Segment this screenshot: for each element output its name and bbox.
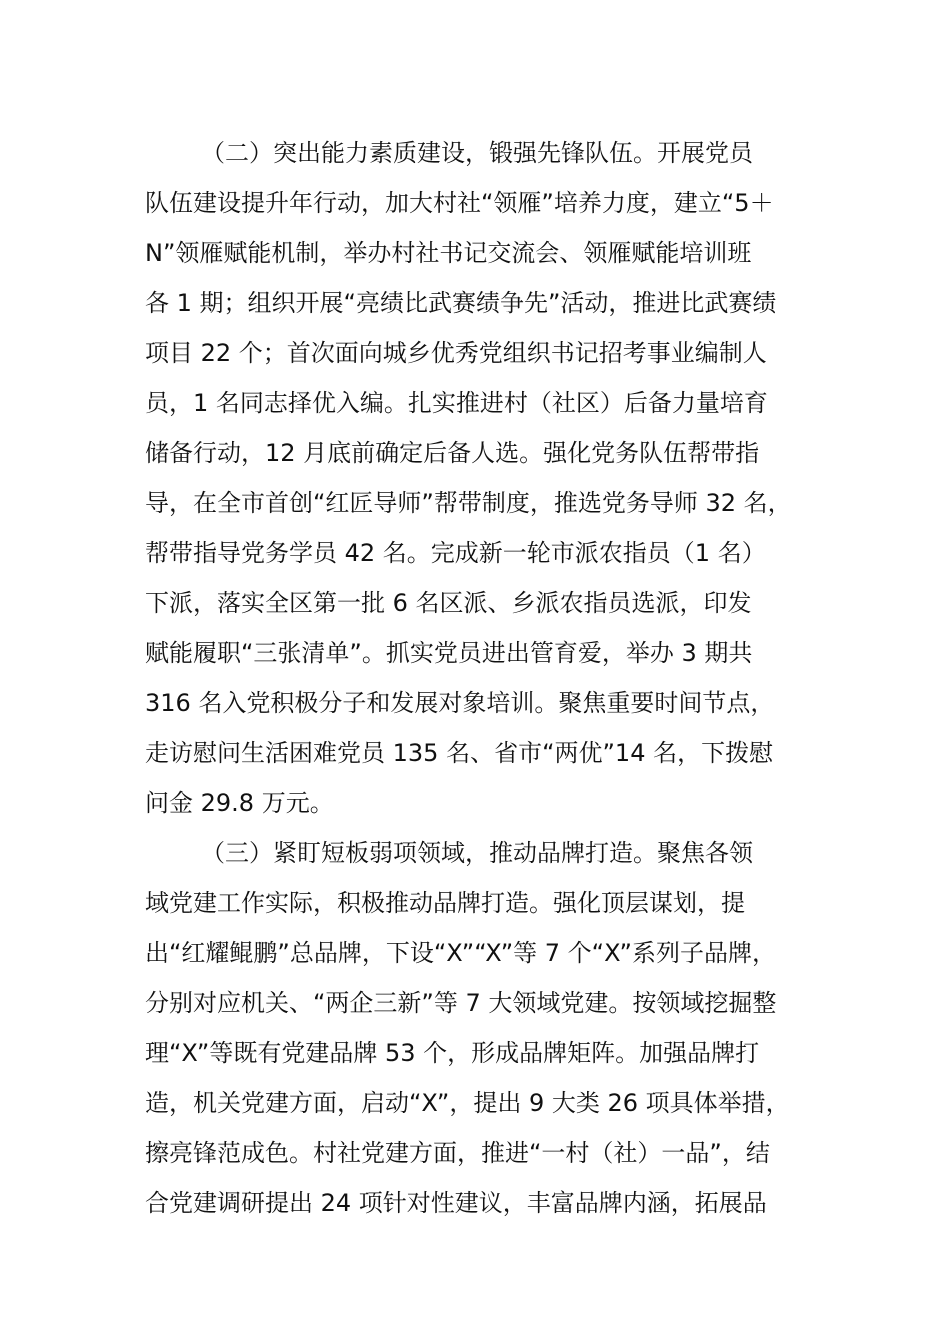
paragraph-line: 走访慰问生活困难党员 135 名、省市“两优”14 名，下拨慰 xyxy=(145,739,774,767)
paragraph-line: 分别对应机关、“两企三新”等 7 大领域党建。按领域挖掘整 xyxy=(145,989,777,1017)
paragraph-line: 储备行动，12 月底前确定后备人选。强化党务队伍帮带指 xyxy=(145,439,760,467)
paragraph-line: 316 名入党积极分子和发展对象培训。聚焦重要时间节点， xyxy=(145,689,775,717)
paragraph-line: 项目 22 个；首次面向城乡优秀党组织书记招考事业编制人 xyxy=(145,339,767,367)
paragraph-line: 域党建工作实际，积极推动品牌打造。强化顶层谋划，提 xyxy=(145,889,745,917)
paragraph-line: 下派，落实全区第一批 6 名区派、乡派农指员选派，印发 xyxy=(145,589,752,617)
document-body xyxy=(145,128,845,1228)
paragraph-line: 各 1 期；组织开展“亮绩比武赛绩争先”活动，推进比武赛绩 xyxy=(145,289,777,317)
paragraph-line: 造，机关党建方面，启动“X”，提出 9 大类 26 项具体举措， xyxy=(145,1089,790,1117)
paragraph-line: （三）紧盯短板弱项领域，推动品牌打造。聚焦各领 xyxy=(201,839,753,867)
paragraph-line: 出“红耀鲲鹏”总品牌，下设“X”“X”等 7 个“X”系列子品牌， xyxy=(145,939,776,967)
paragraph-line: （二）突出能力素质建设，锻强先锋队伍。开展党员 xyxy=(201,139,753,167)
paragraph-line: 员，1 名同志择优入编。扎实推进村（社区）后备力量培育 xyxy=(145,389,768,417)
paragraph-line: 合党建调研提出 24 项针对性建议，丰富品牌内涵，拓展品 xyxy=(145,1189,767,1217)
paragraph-line: 赋能履职“三张清单”。抓实党员进出管育爱，举办 3 期共 xyxy=(145,639,753,667)
paragraph-line: 问金 29.8 万元。 xyxy=(145,789,334,817)
paragraph-line: 导，在全市首创“红匠导师”帮带制度，推选党务导师 32 名， xyxy=(145,489,792,517)
paragraph-line: N”领雁赋能机制，举办村社书记交流会、领雁赋能培训班 xyxy=(145,239,752,267)
paragraph-line: 擦亮锋范成色。村社党建方面，推进“一村（社）一品”，结 xyxy=(145,1139,770,1167)
paragraph-line: 队伍建设提升年行动，加大村社“领雁”培养力度，建立“5＋ xyxy=(145,189,774,217)
paragraph-line: 理“X”等既有党建品牌 53 个，形成品牌矩阵。加强品牌打 xyxy=(145,1039,760,1067)
paragraph-line: 帮带指导党务学员 42 名。完成新一轮市派农指员（1 名） xyxy=(145,539,766,567)
